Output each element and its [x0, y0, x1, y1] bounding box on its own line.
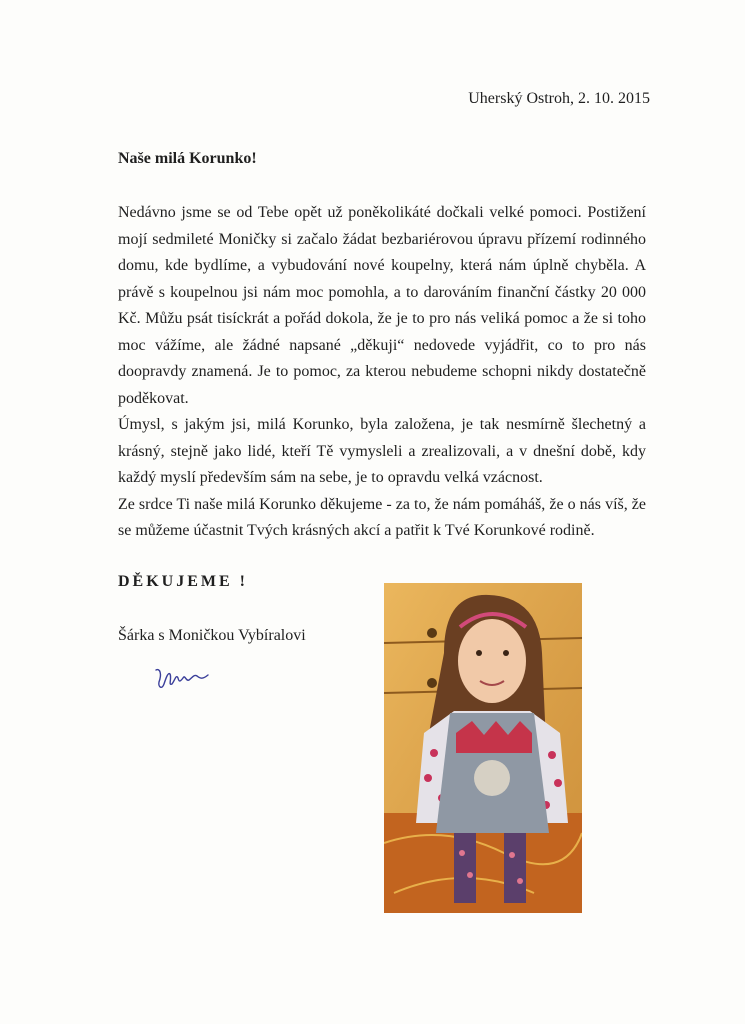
paragraph: Nedávno jsme se od Tebe opět už poněkolikáté dočkali velké pomoci. Postižení mojí sedmileté Moničky si začalo žádat bezbariérovou úpravu přízemí rodinného domu, kde bydlíme, a vybudování nové koupelny, která nám úplně chyběla. A právě s koupelnou jsi nám moc pomohla, a to darováním finanční částky 20 000 Kč. Můžu psát tisíckrát a pořád dokola, že je to pro nás veliká pomoc a že si toho moc vážíme, ale žádné napsané „děkuji“ nedovede vyjádřit, co to pro nás doopravdy znamená. Je to pomoc, za kterou nebudeme schopni nikdy dostatečně poděkovat. — [118, 204, 646, 407]
place-date: Uherský Ostroh, 2. 10. 2015 — [468, 90, 650, 107]
salutation: Naše milá Korunko! — [118, 150, 257, 167]
letter-body — [118, 200, 646, 545]
child-photo — [384, 583, 582, 913]
handwritten-signature — [150, 660, 220, 694]
thanks-heading: DĚKUJEME ! — [118, 573, 248, 590]
signature-name: Šárka s Moničkou Vybíralovi — [118, 627, 306, 644]
paragraph: Úmysl, s jakým jsi, milá Korunko, byla založena, je tak nesmírně šlechetný a krásný, stejně jako lidé, kteří Tě vymysleli a zrealizovali, a v dnešní době, kdy každý myslí především sám na sebe, je to opravdu velká vzácnost. — [118, 416, 646, 486]
paragraph: Ze srdce Ti naše milá Korunko děkujeme - za to, že nám pomáháš, že o nás víš, že se můžeme účastnit Tvých krásných akcí a patřit k Tvé Korunkové rodině. — [118, 495, 646, 539]
